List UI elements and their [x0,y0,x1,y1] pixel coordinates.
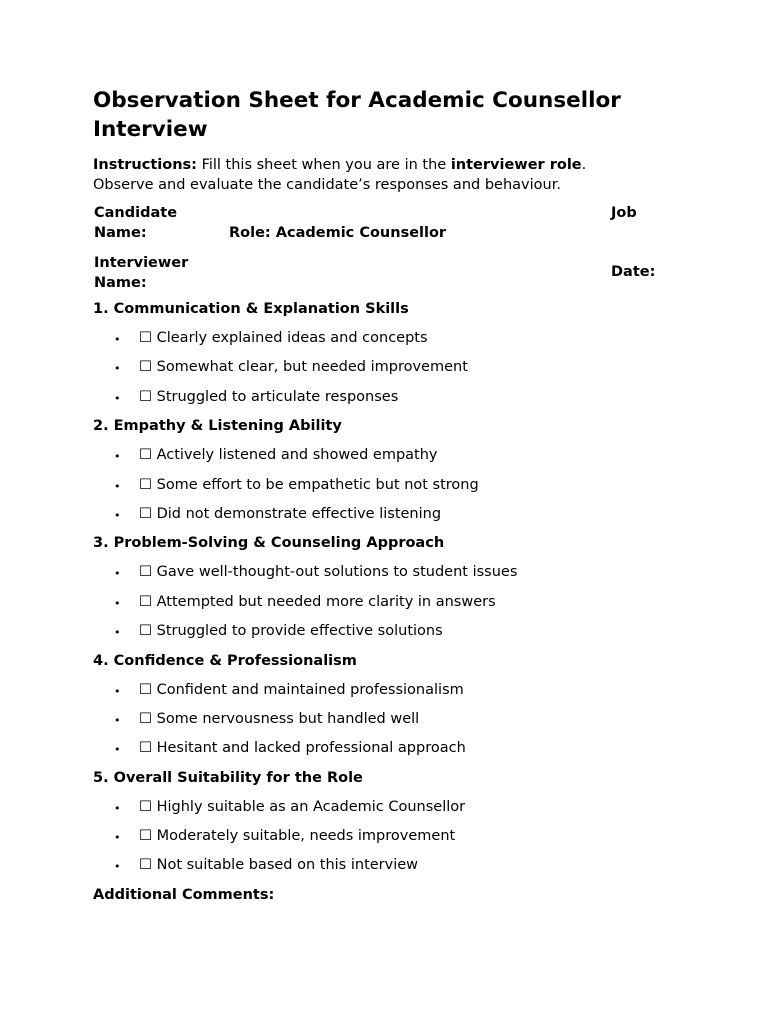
option-item [93,827,683,856]
option-label: Some effort to be empathetic but not strong [156,476,479,493]
section-heading: 3. Problem-Solving & Counseling Approach [93,535,445,552]
candidate-name-label-line1: Candidate [94,205,178,221]
option-item [93,798,683,827]
bullet-icon: • [114,831,121,845]
checkbox-icon[interactable]: ☐ [139,447,152,464]
checkbox-icon[interactable]: ☐ [139,681,152,698]
instructions-emphasis: interviewer role [450,157,582,173]
checkbox-icon[interactable]: ☐ [139,505,152,522]
job-role-label: Job [611,205,637,221]
bullet-icon: • [114,362,121,376]
option-label: Somewhat clear, but needed improvement [156,359,468,376]
option-label: Struggled to articulate responses [156,388,399,405]
checkbox-icon[interactable]: ☐ [139,828,152,845]
section-heading: 1. Communication & Explanation Skills [93,301,409,317]
checkbox-icon[interactable]: ☐ [139,857,152,874]
bullet-icon: • [114,450,121,464]
checkbox-icon[interactable]: ☐ [139,593,152,610]
candidate-info-fields [93,204,683,300]
bullet-icon: • [114,743,121,757]
option-item [93,358,683,387]
option-list [93,563,683,651]
option-list [93,446,683,534]
option-label: Hesitant and lacked professional approach [156,740,466,757]
option-label: Actively listened and showed empathy [156,447,438,464]
bullet-icon: • [114,596,121,610]
document-page [93,86,683,905]
bullet-icon: • [114,860,121,874]
option-item [93,622,683,651]
checkbox-icon[interactable]: ☐ [139,359,152,376]
option-item [93,739,683,768]
checkbox-icon[interactable]: ☐ [139,798,152,815]
option-item [93,710,683,739]
bullet-icon: • [114,801,121,815]
section-heading: 4. Confidence & Professionalism [93,652,357,669]
interviewer-name-label-line1: Interviewer [94,255,189,271]
option-item [93,593,683,622]
option-list [93,681,683,769]
bullet-icon: • [114,333,121,346]
option-label: Highly suitable as an Academic Counsellor [156,798,466,815]
bullet-icon: • [114,508,121,522]
option-list [93,798,683,886]
bullet-icon: • [114,391,121,405]
instructions-text-after: . [581,157,587,173]
bullet-icon: • [114,567,121,581]
additional-comments-label: Additional Comments: [93,886,275,903]
instructions-line2: Observe and evaluate the candidate’s responses and behaviour. [93,177,561,193]
checkbox-icon[interactable]: ☐ [139,476,152,493]
option-label: Attempted but needed more clarity in answers [156,593,496,610]
checkbox-icon[interactable]: ☐ [139,564,152,581]
checkbox-icon[interactable]: ☐ [139,330,152,346]
option-label: Confident and maintained professionalism [156,681,464,698]
option-label: Not suitable based on this interview [156,857,419,874]
bullet-icon: • [114,684,121,698]
instructions [93,155,683,195]
option-item [93,446,683,475]
bullet-icon: • [114,626,121,640]
checkbox-icon[interactable]: ☐ [139,388,152,405]
option-item [93,681,683,710]
option-label: Moderately suitable, needs improvement [156,828,456,845]
option-item [93,563,683,592]
checkbox-icon[interactable]: ☐ [139,623,152,640]
option-label: Gave well-thought-out solutions to student issues [156,564,518,581]
date-label: Date: [611,264,656,280]
section-heading: 5. Overall Suitability for the Role [93,769,363,786]
interviewer-name-label-line2: Name: [94,274,147,291]
instructions-label: Instructions: [93,157,197,173]
evaluation-sections [93,300,683,886]
option-item [93,476,683,505]
bullet-icon: • [114,479,121,493]
option-label: Clearly explained ideas and concepts [156,330,428,346]
option-item [93,505,683,534]
option-list [93,329,683,417]
page-title: Observation Sheet for Academic Counsellor Interview [93,88,621,142]
section-heading: 2. Empathy & Listening Ability [93,418,342,435]
job-role-value: Role: Academic Counsellor [229,224,447,241]
checkbox-icon[interactable]: ☐ [139,740,152,757]
candidate-name-label-line2: Name: [94,224,147,241]
option-label: Some nervousness but handled well [156,710,420,727]
option-item [93,856,683,885]
option-item [93,388,683,417]
option-item [93,329,683,358]
bullet-icon: • [114,713,121,727]
checkbox-icon[interactable]: ☐ [139,710,152,727]
instructions-text-before: Fill this sheet when you are in the [196,157,451,173]
option-label: Did not demonstrate effective listening [156,505,442,522]
option-label: Struggled to provide effective solutions [156,623,443,640]
